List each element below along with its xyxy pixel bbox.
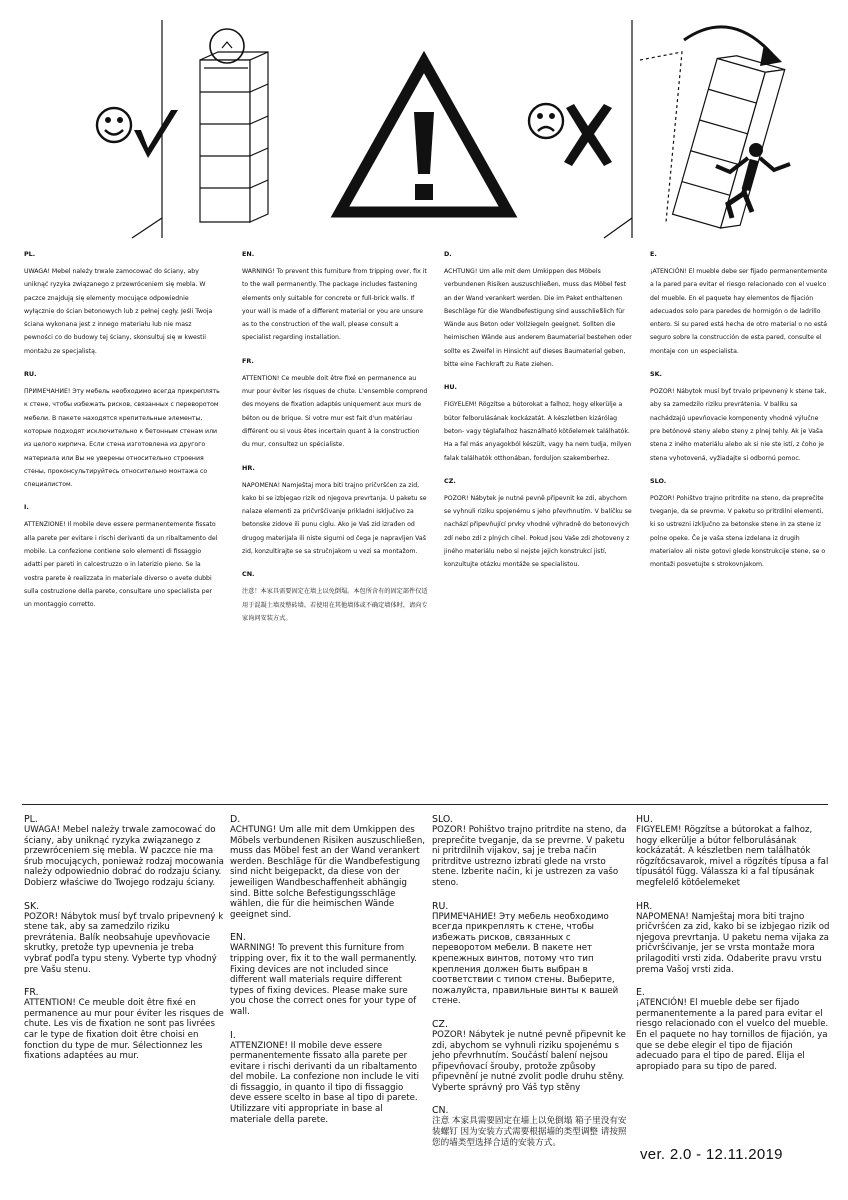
top-column-4 (650, 250, 830, 584)
language-code: I. (24, 503, 29, 512)
notice-sk (24, 901, 224, 976)
notice-e (636, 987, 832, 1072)
check-icon (134, 110, 178, 158)
notice-text: ACHTUNG! Um alle mit dem Umkippen des Möbels verbundenen Risiken auszuschließen, muss das Möbel fest an der Wand verankert werden. Beschläge für die Wandbefestigung sind nicht beigepackt, da diese von der jeweiligen Wandbeschaffenheit abhängig sind. Bitte solche Befestigungsschläge wählen, die für die heimischen Wände geeignet sind. (230, 825, 426, 920)
notice-text: FIGYELEM! Rögzítse a bútorokat a falhoz, hogy elkerülje a bútor felborulásának kockázatát. A készletben nem találhatók rögzítőcsavarok, mivel a rögzítés típusa a fal típusától függ. Válassza ki a fal típusának megfelelő kötőelemeket (636, 825, 829, 888)
notice-sk (650, 370, 830, 465)
language-code: FR. (242, 356, 254, 365)
notice-text: UWAGA! Mebel należy trwale zamocować do ściany, aby uniknąć ryzyka związanego z przewróceniem się mebla. W paczce znajdują się elementy mocujące odpowiednie wyłącznie do ścian betonowych lub z pełnej cegły. Jeśli Twoja ściana wykonana jest z innego materiału lub nie masz pewności co do budowy tej ściany, skonsultuj się w kwestii montażu ze specjalistą. (24, 268, 213, 355)
notice-text: ATTENTION! Ce meuble doit être fixé en permanence au mur pour éviter les risques de chute. L'ensemble comprend des moyens de fixation adaptés uniquement aux murs de béton ou de brique. Si votre mur est fait d'un matériau différent ou si vous êtes incertain quant à la construction du mur, consultez un spécialiste. (242, 374, 428, 449)
language-code: PL. (24, 250, 36, 258)
wall-fixing-illustration (0, 0, 848, 240)
notice-ru (24, 370, 220, 491)
top-column-1 (24, 250, 220, 624)
notice-slo (650, 477, 830, 572)
language-code: CZ. (432, 1018, 448, 1030)
notice-fr (24, 987, 224, 1062)
notice-text: POZOR! Nábytek je nutné pevně připevnit ke zdi, abychom se vyhnuli riziku spojenému s jeho převrhnutím. V balíčku se nachází připevňující prvky vhodné výhradně do betonových zdí nebo zdí z plných cihel. Pokud jsou Vaše zdi zhotoveny z jiného materiálu nebo si nejste jejich konstrukcí jistí, konzultujte otázku montáže se specialistou. (444, 494, 632, 569)
notice-text: UWAGA! Mebel należy trwale zamocować do ściany, aby uniknąć ryzyka związanego z przewróceniem się mebla. W paczce nie ma śrub mocujących, ponieważ rodzaj mocowania należy odpowiednio dobrać do rodzaju ściany. Dobierz właściwe do Twojego rodzaju ściany. (24, 825, 224, 888)
notice-hr (636, 901, 832, 976)
bottom-column-1 (24, 814, 224, 1074)
language-code: D. (230, 814, 241, 825)
language-code: CZ. (444, 476, 456, 485)
sad-face-icon (529, 104, 563, 138)
language-code: HR. (242, 463, 255, 472)
notice-text: NAPOMENA! Namještaj mora biti trajno pričvršćen za zid, kako bi se izbjegao rizik od njegova prevrtanja. U paketu se nalaze elementi za pričvršćivanje prikladni isključivo za betonske zidove ili punu ciglu. Ako je Vaš zid izrađen od drugog materijala ili niste sigurni od čega je napravljen Vaš zid, konzultirajte se sa stručnjakom u vezi sa montažom. (242, 481, 427, 556)
cross-icon (564, 104, 612, 166)
notice-ru (432, 901, 628, 1007)
tipping-furniture-figure (604, 20, 785, 238)
language-code: FR. (24, 987, 39, 999)
language-code: D. (444, 250, 452, 258)
notice-en (230, 932, 426, 1017)
notice-text: FIGYELEM! Rögzítse a bútorokat a falhoz, hogy elkerülje a bútor felborulásának kockázatát. A készletben kizárólag beton- vagy téglafalhoz használható kötőelemek találhatók. Ha a fal más anyagokból készült, vagy ha nem tudja, milyen falak találhatók otthonában, forduljon szakemberhez. (444, 401, 632, 462)
warning-triangle-icon (340, 62, 508, 212)
notice-pl (24, 814, 224, 889)
notice-d (230, 814, 426, 920)
language-code: I. (230, 1029, 236, 1041)
language-code: SK. (650, 370, 662, 379)
notice-cn (432, 1105, 628, 1148)
language-code: HR. (636, 900, 653, 912)
bottom-column-4 (636, 814, 832, 1084)
notice-i (230, 1030, 426, 1126)
notice-cn (242, 570, 428, 625)
notice-text: 注意 本家具需要固定在墙上以免倒塌 箱子里没有安装螺钉 因为安装方式需要根据墙的类型调整 请按照您的墙类型选择合适的安装方式。 (432, 1116, 627, 1148)
notice-text: ПРИМЕЧАНИЕ! Эту мебель необходимо всегда прикреплять к стене, чтобы избежать рисков, связанных с переворотом мебели. В пакете находятся крепительные элементы, которые подходят исключительно к бетонным стенам или из целого кирпича. Если стена изготовлена из другого материала или Вы не уверены относительно строения стены, проконсультируйтесь относительно монтажа со специалистом. (24, 388, 220, 489)
language-code: HU. (444, 383, 457, 392)
notice-text: NAPOMENA! Namještaj mora biti trajno pričvršćen za zid, kako bi se izbjegao rizik od njegova prevrtanja. U paketu nema vijaka za pričvršćivanje, jer se vrsta montaže mora prilagoditi vrsti zida. Odaberite pravu vrstu prema Vašoj vrsti zida. (636, 911, 830, 975)
notice-fr (242, 357, 428, 452)
language-code: RU. (432, 900, 449, 912)
notice-d (444, 250, 634, 371)
notice-slo (432, 814, 628, 889)
notice-text: ПРИМЕЧАНИЕ! Эту мебель необходимо всегда прикреплять к стене, чтобы избежать рисков, связанных с переворотом мебели. В пакете нет крепежных винтов, потому что тип крепления должен быть выбран в соответствии с типом стены. Выберите, пожалуйста, правильные винты к вашей стене. (432, 911, 619, 1007)
language-code: SK. (24, 900, 40, 912)
language-code: E. (636, 987, 645, 999)
bottom-column-3 (432, 814, 628, 1160)
smiley-face-icon (97, 108, 131, 142)
notice-text: ¡ATENCIÓN! El mueble debe ser fijado permanentemente a la pared para evitar el riesgo relacionado con el vuelco del mueble. En el paquete hay elementos de fijación adecuados solo para paredes de hormigón o de ladrillo entero. Si su pared está hecha de otro material o no está seguro sobre la construcción de esta pared, consulte el montaje con un especialista. (650, 268, 828, 355)
notice-i (24, 503, 220, 611)
notice-text: POZOR! Nábytok musí byť trvalo pripevnený k stene tak, aby sa zamedzilo riziku prevrátenia. Balík neobsahuje upevňovacie skrutky, pretože typ upevnenia je treba vybrať podľa typu steny. Vyberte typ vhodný pre Vašu stenu. (24, 911, 224, 975)
notice-text: ATTENTION! Ce meuble doit être fixé en permanence au mur pour éviter les risques de chute. Les vis de fixation ne sont pas livrées car le type de fixation doit être choisi en fonction du type de mur. Sélectionnez les fixations adaptées au mur. (24, 998, 224, 1062)
language-code: EN. (230, 932, 246, 944)
notice-pl (24, 250, 220, 358)
correct-installation-figure (132, 20, 268, 238)
notice-text: POZOR! Pohištvo trajno pritrdite na steno, da preprečite tveganje, da se prevrne. V paketu so pritrdilni elementi, ki so ustrezni izključno za betonske stene in za stene iz polne opeke. Če je vaša stena izdelana iz drugih materialov ali niste gotovi glede konstrukcije stene, se o montaži posvetujte s strokovnjakom. (650, 494, 826, 569)
notice-text: POZOR! Nábytok musí byť trvalo pripevnený k stene tak, aby sa zamedzilo riziku prevrátenia. V balíku sa nachádzajú upevňovacie komponenty vhodné výlučne pre betónové steny alebo steny z plnej tehly. Ak je Vaša stena z iného materiálu alebo ak si nie ste istí, z čoho je stena vyhotovená, vyžiadajte si odbornú pomoc. (650, 388, 827, 462)
notice-text: WARNING! To prevent this furniture from tripping over, fix it to the wall permanently. The package includes fastening elements only suitable for concrete or full-brick walls. If your wall is made of a different material or you are unsure as to the construction of the wall, please consult a specialist regarding installation. (242, 268, 427, 342)
notice-text: ATTENZIONE! Il mobile deve essere permanentemente fissato alla parete per evitare i rischi derivanti da un ribaltamento del mobile. La confezione non include le viti di fissaggio, in quanto il tipo di fissaggio deve essere scelto in base al tipo di parete. Utilizzare viti appropriate in base al materiale della parete. (230, 1040, 420, 1125)
language-code: CN. (242, 570, 255, 579)
language-code: RU. (24, 370, 37, 379)
notice-text: ATTENZIONE! Il mobile deve essere permanentemente fissato alla parete per evitare i rischi derivanti da un ribaltamento del mobile. La confezione contiene solo elementi di fissaggio adatti per pareti in calcestruzzo o in laterizio pieno. Se la vostra parete è realizzata in materiale diverso o avete dubbi sulla costruzione della parete, consultare uno specialista per un montaggio corretto. (24, 521, 218, 609)
language-code: SLO. (650, 476, 667, 485)
language-code: SLO. (432, 814, 453, 825)
top-column-3 (444, 250, 634, 584)
notice-hr (242, 464, 428, 559)
notice-e (650, 250, 830, 358)
notice-text: POZOR! Nábytek je nutné pevně připevnit ke zdi, abychom se vyhnuli riziku spojenému s jeho převrhnutím. Součástí balení nejsou připevňovací šrouby, protože způsoby připevnění je nutné zvolit podle druhu stěny. Vyberte správný pro Váš typ stěny (432, 1029, 626, 1093)
notice-cz (432, 1019, 628, 1094)
notice-text: 注意！本家具需要固定在墙上以免倒塌。本包所含有的固定部件仅适用于混凝土墙及整砖墙。若使用在其他墙体或不确定墙体时，请向专家询问安装方式。 (242, 588, 428, 622)
language-code: CN. (432, 1105, 449, 1117)
notice-text: WARNING! To prevent this furniture from tripping over, fix it to the wall permanently. Fixing devices are not included since different wall materials require different types of fixing devices. Please make sure you chose the correct ones for your type of wall. (230, 943, 417, 1017)
notice-hu (636, 814, 832, 889)
notice-text: ACHTUNG! Um alle mit dem Umkippen des Möbels verbundenen Risiken auszuschließen, muss das Möbel fest an der Wand verankert werden. Die im Paket enthaltenen Beschläge für die Wandbefestigung sind ausschließlich für Wände aus Beton oder Vollziegeln geeignet. Sollten die heimischen Wände aus anderem Baumaterial bestehen oder sollte es Zweifel in Hinsicht auf dieses Baumaterial geben, bitte eine Fachkraft zu Rate ziehen. (444, 268, 632, 369)
language-code: HU. (636, 814, 653, 825)
language-code: PL. (24, 814, 38, 825)
notice-text: POZOR! Pohištvo trajno pritrdite na steno, da preprečite tveganje, da se prevrne. V paketu ni pritrdilnih vijakov, saj je treba način pritrditve ustrezno izbrati glede na vrsto stene. Izberite način, ki je ustrezen za vašo steno. (432, 825, 627, 888)
language-code: EN. (242, 250, 255, 258)
language-code: E. (650, 250, 657, 258)
top-column-2 (242, 250, 428, 637)
version-label: ver. 2.0 - 12.11.2019 (640, 1146, 783, 1163)
notice-hu (444, 383, 634, 464)
bottom-column-2 (230, 814, 426, 1137)
section-divider (22, 804, 828, 805)
notice-cz (444, 477, 634, 572)
notice-en (242, 250, 428, 345)
notice-text: ¡ATENCIÓN! El mueble debe ser fijado permanentemente a la pared para evitar el riesgo relacionado con el vuelco del mueble. En el paquete no hay tornillos de fijación, ya que se debe elegir el tipo de fijación adecuado para el tipo de pared. Elija el apropiado para su tipo de pared. (636, 998, 829, 1072)
